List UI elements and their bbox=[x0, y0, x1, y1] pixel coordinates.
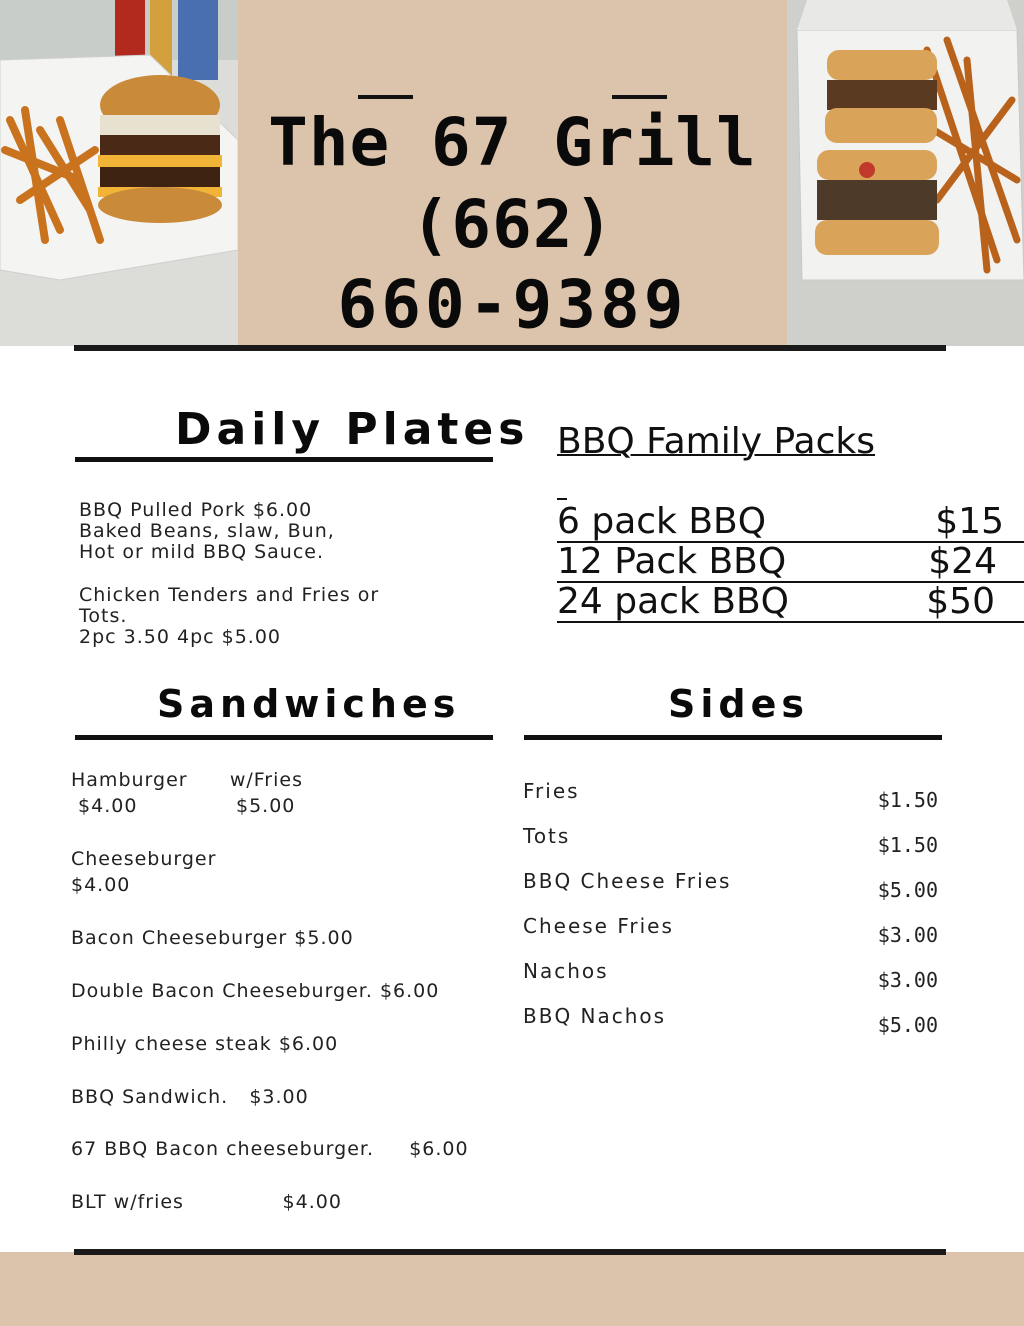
family-pack-name: 12 Pack BBQ bbox=[557, 541, 787, 582]
phone-number: 660-9389 bbox=[337, 266, 688, 343]
side-item-price: $5.00 bbox=[877, 1013, 938, 1037]
sandwiches-rule bbox=[75, 735, 493, 740]
title-dash-left bbox=[358, 95, 413, 99]
sandwiches-heading: Sandwiches bbox=[157, 682, 461, 726]
family-packs-dash bbox=[557, 498, 567, 500]
burger-fries-photo bbox=[0, 0, 238, 346]
sandwich-line: Philly cheese steak $6.00 bbox=[71, 1033, 339, 1055]
daily-plate-line: BBQ Pulled Pork $6.00 bbox=[79, 499, 313, 521]
sandwich-line: $4.00 $5.00 bbox=[71, 795, 296, 817]
restaurant-name: The 67 Grill bbox=[268, 104, 757, 181]
title-panel bbox=[238, 0, 787, 346]
sandwich-line: Bacon Cheeseburger $5.00 bbox=[71, 927, 354, 949]
side-item-name: Tots bbox=[523, 824, 571, 848]
side-item-price: $3.00 bbox=[877, 968, 938, 992]
family-pack-price: $15 bbox=[935, 501, 1004, 542]
footer-divider bbox=[74, 1249, 946, 1255]
sandwich-line: BBQ Sandwich. $3.00 bbox=[71, 1086, 309, 1108]
sides-heading: Sides bbox=[668, 682, 809, 726]
daily-plate-line: Tots. bbox=[79, 605, 128, 627]
side-item-price: $5.00 bbox=[877, 878, 938, 902]
daily-plate-line: Chicken Tenders and Fries or bbox=[79, 584, 380, 606]
daily-plate-line: Baked Beans, slaw, Bun, bbox=[79, 520, 335, 542]
side-item-name: BBQ Nachos bbox=[523, 1004, 667, 1028]
phone-area-code: (662) bbox=[410, 186, 615, 263]
sandwich-line: 67 BBQ Bacon cheeseburger. $6.00 bbox=[71, 1138, 469, 1160]
sandwich-line: BLT w/fries $4.00 bbox=[71, 1191, 342, 1213]
menu-footer bbox=[0, 1252, 1024, 1326]
daily-plate-line: Hot or mild BBQ Sauce. bbox=[79, 541, 325, 563]
daily-plate-line: 2pc 3.50 4pc $5.00 bbox=[79, 626, 282, 648]
family-pack-price: $24 bbox=[928, 541, 997, 582]
side-item-name: Fries bbox=[523, 779, 580, 803]
sides-rule bbox=[524, 735, 942, 740]
family-pack-row bbox=[557, 583, 1024, 623]
side-item-name: BBQ Cheese Fries bbox=[523, 869, 732, 893]
family-packs-heading: BBQ Family Packs bbox=[557, 421, 876, 462]
sandwich-line: Double Bacon Cheeseburger. $6.00 bbox=[71, 980, 440, 1002]
side-item-name: Nachos bbox=[523, 959, 609, 983]
daily-plates-rule bbox=[75, 457, 493, 462]
family-pack-name: 6 pack BBQ bbox=[557, 501, 767, 542]
sandwich-fries-photo bbox=[787, 0, 1024, 346]
header-divider bbox=[74, 345, 946, 351]
family-pack-row bbox=[557, 503, 1024, 543]
sandwich-line: Hamburger w/Fries bbox=[71, 769, 303, 791]
sandwich-line: $4.00 bbox=[71, 874, 131, 896]
family-pack-price: $50 bbox=[926, 581, 995, 622]
side-item-name: Cheese Fries bbox=[523, 914, 674, 938]
menu-header bbox=[0, 0, 1024, 346]
side-item-price: $1.50 bbox=[877, 788, 938, 812]
side-item-price: $1.50 bbox=[877, 833, 938, 857]
sandwich-line: Cheeseburger bbox=[71, 848, 217, 870]
side-item-price: $3.00 bbox=[877, 923, 938, 947]
family-pack-name: 24 pack BBQ bbox=[557, 581, 789, 622]
family-pack-row bbox=[557, 543, 1024, 583]
title-dash-right bbox=[612, 95, 667, 99]
daily-plates-heading: Daily Plates bbox=[175, 404, 530, 455]
